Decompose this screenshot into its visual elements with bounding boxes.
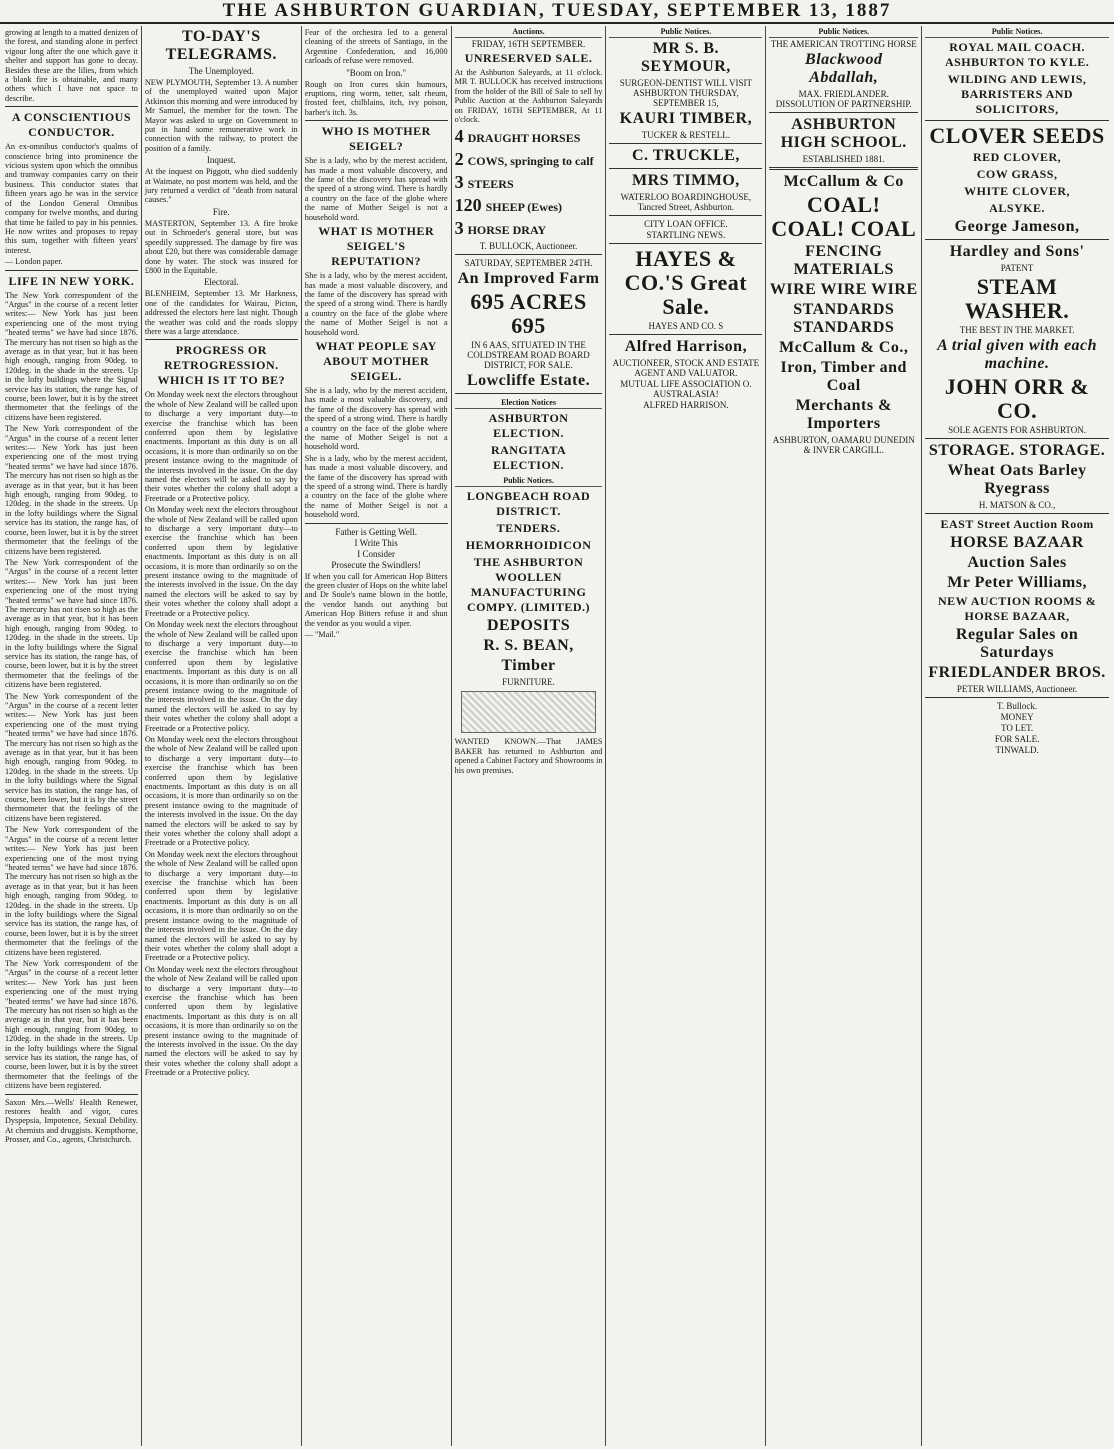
heading-hardley: Hardley and Sons' (949, 243, 1085, 260)
text-unemployed: NEW PLYMOUTH, September 13. A number of the unemployed waited upon Major Atkinson this morning and were introduced by Mr Samuel, the member for the town. The Mayor was asked to urge on Government to put in hand some remunerative work in connection with the railway, to protect the position of a family. (144, 78, 298, 153)
newspaper-title: THE ASHBURTON GUARDIAN, TUESDAY, SEPTEMBER 13, 1887 (222, 0, 892, 21)
intro-text: growing at length to a matted denizen of the forest, and standing alone in perfect vigour long after the one which gave it shelter and support has gone to decay. Besides these are the lilies, from which a blank fire is obtainable, and many others which I have not space to describe. (5, 28, 138, 103)
columns (2, 26, 1112, 1446)
heading-blackwood: Blackwood Abdallah, (805, 51, 883, 86)
section-public-notices: Public Notices. (455, 475, 603, 487)
masthead (0, 0, 1114, 24)
text-progress-c: On Monday week next the electors throughout the whole of New Zealand will be called upon to discharge a very important duty—to exercise the franchise which has been conferred upon them by legislative enactments. Important as this duty is on all occasions, it is more than ordinarily so on the present instance owing to the magnitude of the interests involved in the issue. On the day named the electors will be asked to say by their votes whether the colony shall adopt a Freetrade or a Protective policy. (144, 620, 298, 733)
heading-kauri: KAURI TIMBER, (619, 110, 753, 127)
heading-reputation: WHAT IS MOTHER SEIGEL'S REPUTATION? (318, 224, 435, 269)
heading-jameson: George Jameson, (954, 218, 1080, 235)
heading-mccallum: McCallum & Co (783, 173, 904, 190)
sub-startling: STARTLING NEWS. (646, 230, 726, 240)
text-progress-d: On Monday week next the electors throughout the whole of New Zealand will be called upon to discharge a very important duty—to exercise the franchise which has been conferred upon them by legislative enactments. Important as this duty is on all occasions, it is more than ordinarily so on the present instance owing to the magnitude of the interests involved in the issue. On the day named the electors will be asked to say by their votes whether the colony shall adopt a Freetrade or a Protective policy. (144, 734, 298, 848)
section-public-notices-7: Public Notices. (925, 26, 1109, 38)
heading-improved-farm: An Improved Farm (457, 270, 600, 288)
text-inquest: At the inquest on Piggott, who died suddenly at Waimate, no post mortem was held, and the jury returned a verdict of "death from natural causes." (144, 167, 298, 205)
column-2 (142, 26, 302, 1446)
text-rough-iron: Rough on Iron cures skin humours, eruptions, ring worm, tetter, salt rheum, frosted feet, chilblains, itch, ivy poison, barber's itch. 3s. (304, 79, 448, 117)
heading-hemorrhoidicon: HEMORRHOIDICON (465, 538, 592, 553)
heading-hayes: HAYES & CO.'S Great Sale. (624, 246, 748, 319)
text-conductor: An ex-omnibus conductor's qualms of conscience bring into prominence the vicious system upon which the omnibus and tramway companies carry on their business. This conductor states that fifteen years ago he was in the service of the London General Omnibus company for twelve months, and during that time he failed to pay in his pennies. He now writes and proposes to repay this sum, together with fifteen years' interest. (5, 142, 138, 255)
sub-waterloo: WATERLOO BOARDINGHOUSE, Tancred Street, Ashburton. (620, 192, 752, 212)
sub-dissolution: MAX. FRIEDLANDER. DISSOLUTION OF PARTNERSHIP. (775, 89, 912, 109)
text-santiago: Fear of the orchestra led to a general cleaning of the streets of Santiago, in the Argentine Confederation, and 16,000 carloads of refuse were removed. (304, 28, 448, 66)
sub-to-let: TO LET. (1001, 723, 1034, 733)
section-public-notices-5: Public Notices. (609, 26, 762, 38)
text-new-york: The New York correspondent of the "Argus" in the course of a recent letter writes:— New York has just been experiencing one of the most trying "heated terms" we have had since 1876. The mercury has not risen so high as the average as in that year, but it has been high enough, ranging from 90deg. to 120deg. in the shade in the streets. Up in the lofty buildings where the Signal service has its station, the range has, of course, been lower, but it is by the street thermometer that the feelings of the citizens have been registered. (5, 290, 138, 422)
sub-tucker: TUCKER & RESTELL. (641, 130, 730, 140)
sub-patent: PATENT (1000, 263, 1034, 273)
auction-item: 2 COWS, springing to calf (454, 149, 594, 170)
heading-longbeach: LONGBEACH ROAD DISTRICT. (466, 489, 591, 519)
sub-sole-agents: SOLE AGENTS FOR ASHBURTON. (948, 425, 1086, 435)
text-mother-seigel: She is a lady, who by the merest accident, has made a most valuable discovery, and the fame of the discovery has spread with the speed of a strong wind. There is hardly a country on the face of the globe where the name of Mother Seigel is not a household word. (304, 156, 448, 222)
text-progress-f: On Monday week next the electors throughout the whole of New Zealand will be called upon to discharge a very important duty—to exercise the franchise which has been conferred upon them by legislative enactments. Important as this duty is on all occasions, it is more than ordinarily so on the present instance owing to the magnitude of the interests involved in the issue. On the day named the electors will be asked to say by their votes whether the colony shall adopt a Freetrade or a Protective policy. (144, 964, 298, 1078)
section-election: Election Notices (455, 397, 603, 409)
heading-regular-sales: Regular Sales on Saturdays (955, 626, 1079, 661)
heading-auction-sales: Auction Sales (967, 554, 1067, 571)
heading-ashburton-election: ASHBURTON ELECTION. (488, 411, 569, 441)
sub-father-well: Father is Getting Well. (335, 526, 417, 537)
sub-established: ESTABLISHED 1881. (802, 154, 885, 164)
sub-unemployed: The Unemployed. (188, 66, 254, 76)
sub-money: MONEY (1000, 712, 1034, 722)
sub-for-sale: FOR SALE. (994, 734, 1040, 744)
sub-i-write: I Write This (354, 537, 398, 548)
heading-deposits: DEPOSITS (486, 617, 571, 635)
heading-woollen: THE ASHBURTON WOOLLEN MANUFACTURING COMPY. (LIMITED.) (466, 555, 591, 615)
heading-steam-washer: STEAM WASHER. (964, 274, 1070, 323)
text-hop-bitters: If when you call for American Hop Bitters the green cluster of Hops on the white label and Dr Soule's name blown in the bottle, the vendor hands out anything but American Hop Bitters refuse it and shun the vendor as you would a viper. (304, 571, 448, 628)
heading-truckle: C. TRUCKLE, (631, 147, 740, 164)
text-electoral: BLENHEIM, September 13. Mr Harkness, one of the candidates for Wairau, Picton, addressed the electors here last night. Though the weather was cold and the roads sloppy there was a large attendance. (144, 289, 298, 336)
heading-new-rooms: NEW AUCTION ROOMS & HORSE BAZAAR, (937, 594, 1097, 623)
sub-city-loan: CITY LOAN OFFICE. (644, 219, 728, 229)
clover-item: ALSYKE. (989, 201, 1046, 215)
heading-standards: STANDARDS STANDARDS (793, 301, 895, 336)
text-new-york-d: The New York correspondent of the "Argus" in the course of a recent letter writes:— New York has just been experiencing one of the most trying "heated terms" we have had since 1876. The mercury has not risen so high as the average as in that year, but it has been high enough, ranging from 90deg. to 120deg. in the shade in the streets. Up in the lofty buildings where the Signal service has its station, the range has, of course, been lower, but it is by the street thermometer that the feelings of the citizens have been registered. (5, 691, 138, 823)
clover-item: RED CLOVER, (972, 150, 1062, 164)
heading-wheat: Wheat Oats Barley Ryegrass (947, 462, 1087, 497)
heading-unreserved-sale: UNRESERVED SALE. (464, 51, 593, 65)
heading-progress: PROGRESS OR RETROGRESSION. WHICH IS IT TO BE? (157, 343, 286, 388)
sub-electoral: Electoral. (203, 277, 239, 288)
text-wanted-known: WANTED KNOWN.—That JAMES BAKER has returned to Ashburton and opened a Cabinet Factory and Showrooms in his own premises. (454, 737, 603, 775)
heading-seymour: MR S. B. SEYMOUR, (640, 40, 731, 75)
column-6 (766, 26, 922, 1446)
sub-coldstream: IN 6 AAS, SITUATED IN THE COLDSTREAM ROAD BOARD DISTRICT, FOR SALE. (467, 340, 590, 371)
text-progress-e: On Monday week next the electors throughout the whole of New Zealand will be called upon to discharge a very important duty—to exercise the franchise which has been conferred upon them by legislative enactments. Important as this duty is on all occasions, it is more than ordinarily so on the present instance owing to the magnitude of the interests involved in the issue. On the day named the electors will be asked to say by their votes whether the colony shall adopt a Freetrade or a Protective policy. (144, 849, 298, 963)
sub-best: THE BEST IN THE MARKET. (959, 325, 1075, 335)
text-new-york-c: The New York correspondent of the "Argus" in the course of a recent letter writes:— New York has just been experiencing one of the most trying "heated terms" we have had since 1876. The mercury has not risen so high as the average as in that year, but it has been high enough, ranging from 90deg. to 120deg. in the shade in the streets. Up in the lofty buildings where the Signal service has its station, the range has, of course, been lower, but it is by the street thermometer that the feelings of the citizens have been registered. (5, 557, 138, 690)
sub-prosecute: Prosecute the Swindlers! (331, 559, 421, 570)
text-new-york-f: The New York correspondent of the "Argus" in the course of a recent letter writes:— New York has just been experiencing one of the most trying "heated terms" we have had since 1876. The mercury has not risen so high as the average as in that year, but it has been high enough, ranging from 90deg. to 120deg. in the shade in the streets. Up in the lofty buildings where the Signal service has its station, the range has, of course, been lower, but it is by the street thermometer that the feelings of the citizens have been registered. (5, 958, 138, 1091)
heading-lowcliffe: Lowcliffe Estate. (466, 372, 591, 390)
column-5 (606, 26, 766, 1446)
auction-item: 4 DRAUGHT HORSES (454, 126, 581, 147)
heading-harrison: Alfred Harrison, (624, 338, 748, 355)
text-new-york-b: The New York correspondent of the "Argus" in the course of a recent letter writes:— New York has just been experiencing one of the most trying "heated terms" we have had since 1876. The mercury has not risen so high as the average as in that year, but it has been high enough, ranging from 90deg. to 120deg. in the shade in the streets. Up in the lofty buildings where the Signal service has its station, the range has, of course, been lower, but it is by the street thermometer that the feelings of the citizens have been registered. (5, 424, 138, 556)
text-people-say-b: She is a lady, who by the merest accident, has made a most valuable discovery, and the fame of the discovery has spread with the speed of a strong wind. There is hardly a country on the face of the globe where the name of Mother Seigel is not a household word. (304, 453, 448, 520)
sub-fire: Fire. (212, 206, 230, 217)
heading-rangitata-election: RANGITATA ELECTION. (490, 443, 567, 473)
furniture-engraving (461, 691, 596, 733)
heading-storage: STORAGE. STORAGE. (928, 442, 1106, 459)
heading-coal: COAL! COAL! COAL (771, 192, 917, 241)
heading-john-orr: JOHN ORR & CO. (944, 374, 1090, 423)
heading-friedlander: FRIEDLANDER BROS. (928, 664, 1106, 681)
text-unreserved-sale: At the Ashburton Saleyards, at 11 o'clock. MR T. BULLOCK has received instructions from the holder of the Bill of Sale to sell by Public Auction at the Ashburton Saleyards on FRIDAY, 16TH SEPTEMBER, At 11 o'clock. (454, 68, 603, 125)
heading-east-street: EAST Street Auction Room (940, 517, 1094, 531)
sub-trotting: THE AMERICAN TROTTING HORSE (770, 39, 917, 49)
column-7 (922, 26, 1112, 1446)
sub-inquest: Inquest. (206, 155, 236, 166)
column-1 (2, 26, 142, 1446)
heading-conductor: A CONSCIENTIOUS CONDUCTOR. (11, 110, 132, 140)
clover-item: COW GRASS, (976, 167, 1058, 181)
heading-new-york: LIFE IN NEW YORK. (8, 273, 135, 288)
sub-mutual-life: MUTUAL LIFE ASSOCIATION O. AUSTRALASIA! (620, 379, 752, 399)
sub-dentist: SURGEON-DENTIST WILL VISIT ASHBURTON THURSDAY, SEPTEMBER 15, (619, 78, 752, 108)
heading-tenders: TENDERS. (496, 521, 561, 536)
sub-i-consider: I Consider (357, 548, 396, 559)
column-3 (302, 26, 452, 1446)
heading-rs-bean: R. S. BEAN, (483, 637, 574, 655)
acres-695: 695 ACRES 695 (470, 289, 587, 339)
heading-wilding-lewis: WILDING AND LEWIS, BARRISTERS AND SOLICITORS, (947, 72, 1087, 116)
text-progress-b: On Monday week next the electors throughout the whole of New Zealand will be called upon to discharge a very important duty—to exercise the franchise which has been conferred upon them by legislative enactments. Important as this duty is on all occasions, it is more than ordinarily so on the present instance owing to the magnitude of the interests involved in the issue. On the day named the electors will be asked to say by their votes whether the colony shall adopt a Freetrade or a Protective policy. (144, 505, 298, 618)
heading-royal-mail: ROYAL MAIL COACH. ASHBURTON TO KYLE. (944, 40, 1090, 69)
heading-fencing: FENCING MATERIALS (793, 243, 894, 278)
heading-telegrams: TO-DAY'S TELEGRAMS. (165, 28, 277, 63)
auction-date: FRIDAY, 16TH SEPTEMBER. (471, 39, 586, 49)
heading-high-school: ASHBURTON HIGH SCHOOL. (780, 116, 907, 151)
text-people-say: She is a lady, who by the merest accident, has made a most valuable discovery, and the fame of the discovery has spread with the speed of a strong wind. There is hardly a country on the face of the globe where the name of Mother Seigel is not a household word. (304, 385, 448, 452)
sub-bullock: T. Bullock. (997, 701, 1038, 711)
heading-people-say: WHAT PEOPLE SAY ABOUT MOTHER SEIGEL. (315, 338, 437, 383)
auction-item: 120 SHEEP (Ewes) (454, 195, 562, 216)
section-public-notices-6: Public Notices. (769, 26, 918, 38)
sub-matson: H. MATSON & CO., (978, 500, 1056, 510)
text-reputation: She is a lady, who by the merest accident, has made a most valuable discovery, and the fame of the discovery has spread with the speed of a strong wind. There is hardly a country on the face of the globe where the name of Mother Seigel is not a household word. (304, 271, 448, 337)
heading-merchants: Merchants & Importers (795, 397, 892, 432)
clover-item: WHITE CLOVER, (964, 184, 1071, 198)
source-conductor: — London paper. (5, 257, 63, 267)
sub-tinwald: TINWALD. (995, 745, 1039, 755)
heading-mother-seigel: WHO IS MOTHER SEIGEL? (321, 124, 431, 154)
heading-clover-seeds: CLOVER SEEDS (929, 123, 1105, 148)
sub-hayes: HAYES AND CO. S (648, 321, 724, 331)
heading-wire: WIRE WIRE WIRE (769, 281, 918, 298)
section-auctions: Auctions. (455, 26, 603, 38)
heading-trial: A trial given with each machine. (937, 337, 1098, 372)
ad-health-renewer: Saxon Mrs.—Wells' Health Renewer, restores health and vigor, cures Dyspepsia, Impotence, Sexual Debility. At chemists and druggists. Kempthorne, Prosser, and Co., agents, Christchurch. (5, 1097, 138, 1145)
heading-horse-bazaar: HORSE BAZAAR (950, 534, 1084, 551)
auction-item: 3 HORSE DRAY (454, 218, 547, 239)
heading-mccallum-2: McCallum & Co., (779, 339, 909, 356)
heading-peter-williams: Mr Peter Williams, (947, 574, 1087, 591)
source-mail: — "Mail." (304, 630, 340, 640)
column-4 (452, 26, 607, 1446)
sub-furniture: FURNITURE. (502, 677, 555, 688)
text-new-york-e: The New York correspondent of the "Argus" in the course of a recent letter writes:— New York has just been experiencing one of the most trying "heated terms" we have had since 1876. The mercury has not risen so high as the average as in that year, but it has been high enough, ranging from 90deg. to 120deg. in the shade in the streets. Up in the lofty buildings where the Signal service has its station, the range has, of course, been lower, but it is by the street thermometer that the feelings of the citizens have been registered. (5, 825, 138, 957)
sub-harrison-sign: ALFRED HARRISON. (643, 400, 729, 410)
sub-locations: ASHBURTON, OAMARU DUNEDIN & INVER CARGILL. (772, 435, 915, 455)
heading-iron-timber: Iron, Timber and Coal (780, 359, 907, 394)
heading-timmo: MRS TIMMO, (631, 172, 740, 189)
text-fire: MASTERTON, September 13. A fire broke out in Schroeder's general store, but was speedily suppressed. The damage by fire was about £20, but there was considerable damage done by water. The stock was insured for £800 in the Equitable. (144, 218, 298, 275)
auction-item: 3 STEERS (454, 172, 514, 193)
sale-date-2: SATURDAY, SEPTEMBER 24TH. (464, 258, 593, 269)
auctioneer-sign: T. BULLOCK, Auctioneer. (479, 241, 578, 252)
heading-timber: Timber (501, 657, 556, 675)
sub-harrison: AUCTIONEER, STOCK AND ESTATE AGENT AND VALUATOR. (612, 358, 760, 378)
text-progress: On Monday week next the electors throughout the whole of New Zealand will be called upon to discharge a very important duty—to exercise the franchise which has been conferred upon them by legislative enactments. Important as this duty is on all occasions, it is more than ordinarily so on the present instance owing to the magnitude of the interests involved in the issue. On the day named the electors will be asked to say by their votes whether the colony shall adopt a Freetrade or a Protective policy. (144, 390, 298, 503)
sub-peter-williams: PETER WILLIAMS, Auctioneer. (956, 684, 1078, 694)
sub-boom-iron: "Boom on Iron." (346, 67, 407, 78)
